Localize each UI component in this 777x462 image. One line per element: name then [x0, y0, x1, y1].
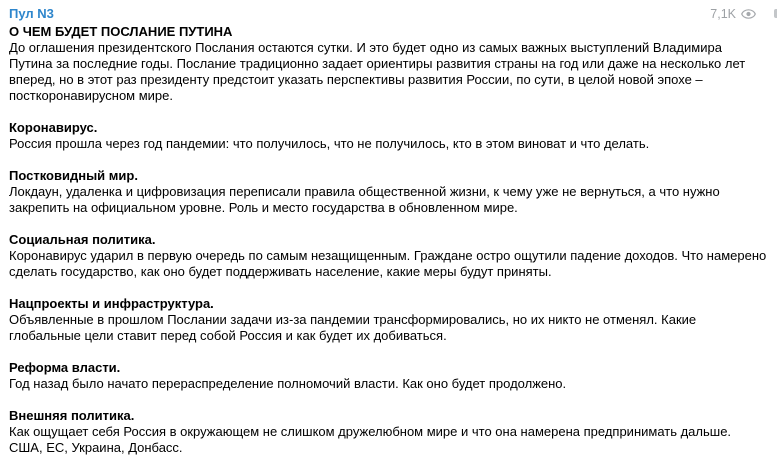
section-foreign-policy: [9, 408, 768, 456]
post-intro-paragraph: До оглашения президентского Послания остаются сутки. И это будет одно из самых важных выступлений Владимира Путина за последние годы. Послание традиционно задает ориентиры развития страны на год или даже на несколько лет вперед, но в этот раз президенту предстоит указать перспективы развития России, по сути, в целой новой эпохе – посткоронавирусном мире.: [9, 40, 746, 103]
views-counter: [710, 6, 768, 22]
section-social-policy: [9, 232, 768, 280]
eye-icon: [741, 9, 756, 20]
post-body: [9, 24, 768, 456]
section-national-projects: [9, 296, 768, 344]
section-body: Год назад было начато перераспределение полномочий власти. Как оно будет продолжено.: [9, 376, 567, 391]
section-heading: Социальная политика.: [9, 232, 156, 247]
section-body: Россия прошла через год пандемии: что получилось, что не получилось, кто в этом виноват и что делать.: [9, 136, 650, 151]
section-heading: Реформа власти.: [9, 360, 121, 375]
section-body: Коронавирус ударил в первую очередь по самым незащищенным. Граждане остро ощутили падение доходов. Что намерено сделать государство, как оно будет поддерживать население, какие меры будут приняты.: [9, 248, 767, 279]
section-body: Объявленные в прошлом Послании задачи из-за пандемии трансформировались, но их никто не отменял. Какие глобальные цели ставит перед собой Россия и как будет их добиваться.: [9, 312, 697, 343]
channel-name-link[interactable]: Пул N3: [9, 6, 54, 21]
section-heading: Коронавирус.: [9, 120, 98, 135]
section-power-reform: [9, 360, 768, 392]
section-coronavirus: [9, 120, 768, 152]
post-header: [9, 6, 768, 22]
section-heading: Нацпроекты и инфраструктура.: [9, 296, 214, 311]
section-heading: Постковидный мир.: [9, 168, 138, 183]
section-body: Локдаун, удаленка и цифровизация переписали правила общественной жизни, к чему уже не вернуться, а что нужно закрепить на официальном уровне. Роль и место государства в обновленном мире.: [9, 184, 720, 215]
post-title: О ЧЕМ БУДЕТ ПОСЛАНИЕ ПУТИНА: [9, 24, 233, 39]
views-count: 7,1K: [710, 7, 736, 21]
section-body: Как ощущает себя Россия в окружающем не слишком дружелюбном мире и что она намерена предпринимать дальше. США, ЕС, Украина, Донбасс.: [9, 424, 732, 455]
section-postcovid-world: [9, 168, 768, 216]
section-heading: Внешняя политика.: [9, 408, 135, 423]
